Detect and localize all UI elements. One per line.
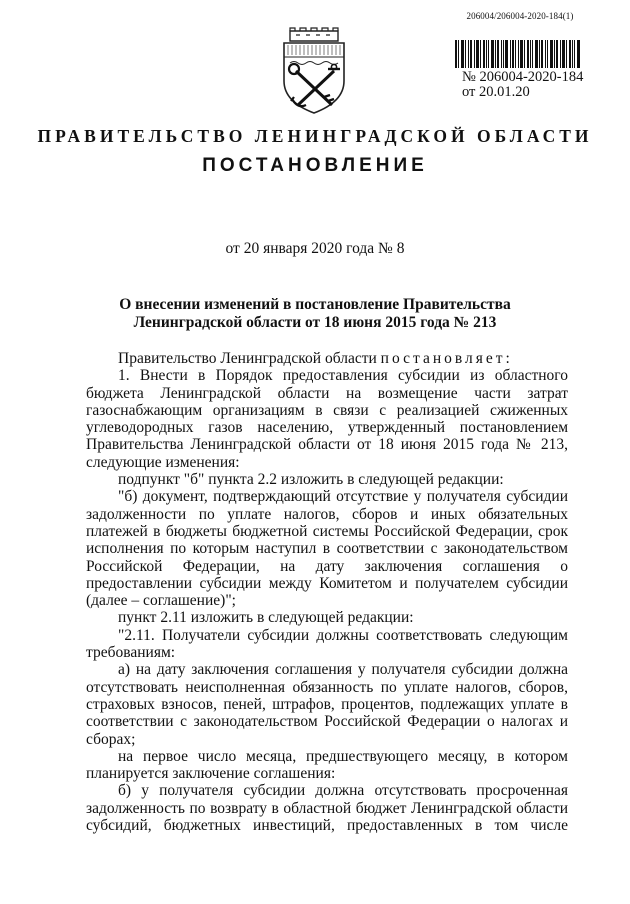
barcode (455, 40, 580, 68)
coat-of-arms-emblem (272, 27, 356, 115)
intro-decree-word: постановляет: (380, 350, 513, 367)
intro-prefix: Правительство Ленинградской области (118, 350, 381, 367)
title-line-2: Ленинградской области от 18 июня 2015 года № 213 (133, 314, 497, 331)
paragraph-4: пункт 2.11 изложить в следующей редакции: (118, 609, 414, 627)
paragraph-1: 1. Внести в Порядок предоставления субсидии из областного бюджета Ленинградской области на возмещение части затрат газоснабжающим организациям в связи с реализацией сжиженных углеводородных газов населению, утвержденный постановлением Правительства Ленинградской области от 18 июня 2015 года № 213, следующие изменения: (86, 367, 568, 471)
paragraph-6: а) на дату заключения соглашения у получателя субсидии должна отсутствовать неисполненная обязанность по уплате налогов, сборов, страховых взносов, пеней, штрафов, процентов, подлежащих уплате в соответствии с законодательством Российской Федерации о налогах и сборах; (86, 661, 568, 748)
paragraph-8: б) у получателя субсидии должна отсутствовать просроченная задолженность по возврату в областной бюджет Ленинградской области субсидий, бюджетных инвестиций, предоставленных в том числе (86, 782, 568, 835)
registration-block (462, 70, 583, 100)
document-body (86, 350, 568, 834)
paragraph-3: "б) документ, подтверждающий отсутствие у получателя субсидии задолженности по уплате налогов, сборов и иных обязательных платежей в бюджеты бюджетной системы Российской Федерации, срок исполнения по которым наступил в соответствии с законодательством Российской Федерации, на дату заключения соглашения о предоставлении субсидии между Комитетом и получателем субсидии (далее – соглашение)"; (86, 488, 568, 610)
registration-date: от 20.01.20 (462, 84, 530, 100)
document-id: 206004/206004-2020-184(1) (466, 11, 574, 21)
document-type: ПОСТАНОВЛЕНИЕ (202, 155, 428, 176)
title-line-1: О внесении изменений в постановление Правительства (119, 296, 511, 313)
paragraph-5: "2.11. Получатели субсидии должны соответствовать следующим требованиям: (86, 626, 568, 662)
paragraph-7: на первое число месяца, предшествующего месяцу, в котором планируется заключение соглашения: (86, 747, 568, 783)
registration-number: № 206004-2020-184 (462, 69, 584, 85)
intro-paragraph (86, 350, 568, 367)
paragraph-2: подпункт "б" пункта 2.2 изложить в следующей редакции: (118, 471, 504, 489)
document-date: от 20 января 2020 года № 8 (225, 240, 405, 257)
document-title (90, 296, 540, 332)
government-title: ПРАВИТЕЛЬСТВО ЛЕНИНГРАДСКОЙ ОБЛАСТИ (37, 126, 593, 146)
